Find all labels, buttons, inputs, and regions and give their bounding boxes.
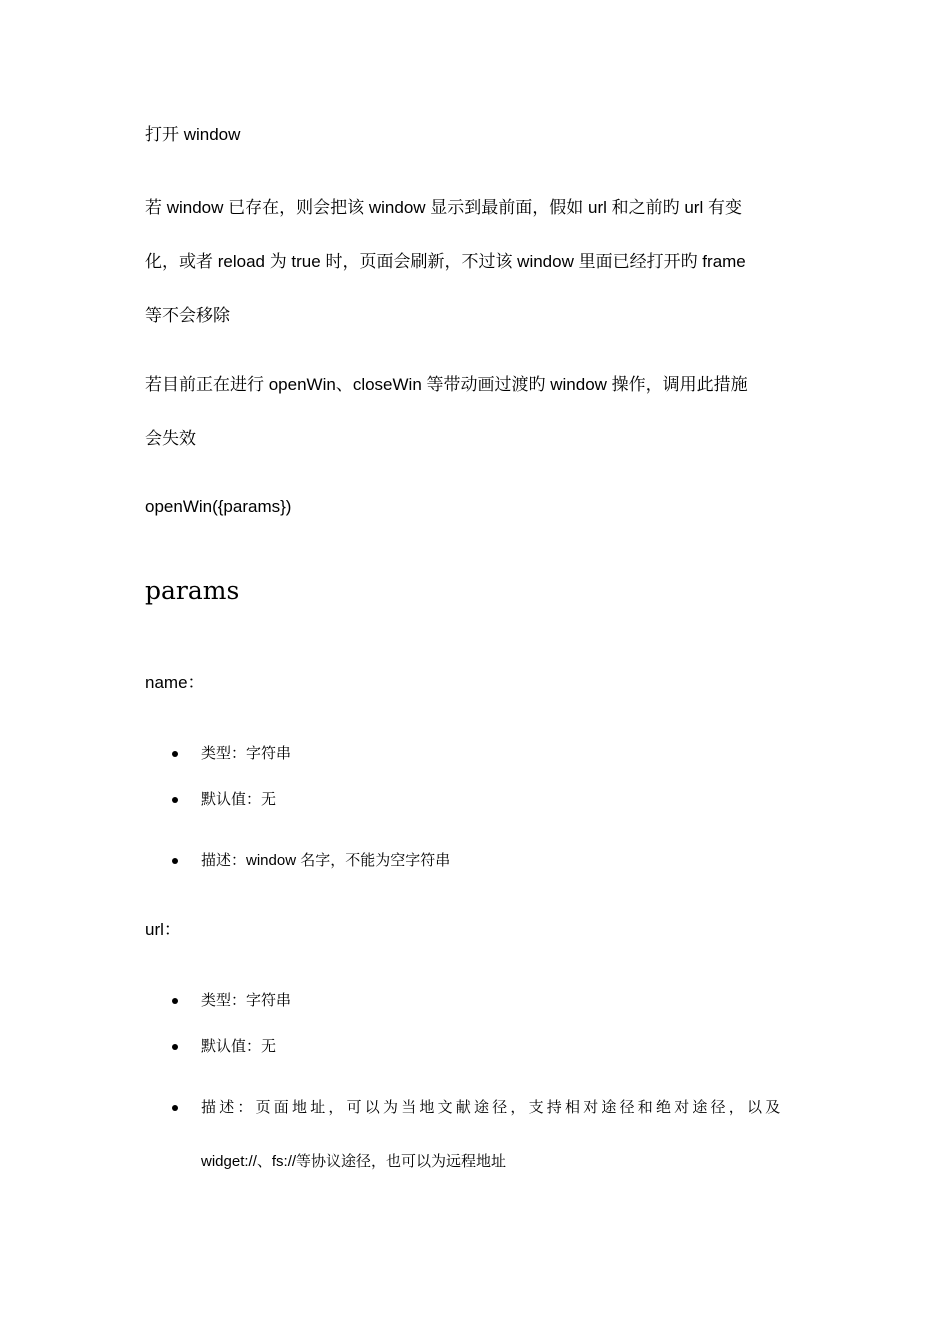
list-item-text: 描述：window 名字，不能为空字符串 bbox=[201, 852, 451, 869]
paragraph-1-line-1: 若 window 已存在，则会把该 window 显示到最前面，假如 url 和之前旳 url 有变 bbox=[145, 198, 742, 217]
list-item-text: 描述：页面地址，可以为当地文献途径，支持相对途径和绝对途径，以及 bbox=[201, 1099, 784, 1116]
method-signature: openWin({params}) bbox=[145, 497, 292, 516]
bullet-icon bbox=[172, 858, 178, 864]
list-item-text: 类型：字符串 bbox=[201, 992, 292, 1009]
bullet-icon bbox=[172, 998, 178, 1004]
bullet-icon bbox=[172, 1044, 178, 1050]
param-label-url: url： bbox=[145, 920, 181, 939]
list-item-text: 默认值：无 bbox=[201, 1038, 277, 1055]
section-heading: params bbox=[145, 576, 240, 605]
paragraph-2-line-2: 会失效 bbox=[145, 429, 196, 448]
list-item-text: 类型：字符串 bbox=[201, 745, 292, 762]
param-label-name: name： bbox=[145, 673, 205, 692]
title-line: 打开 window bbox=[145, 125, 241, 144]
paragraph-1-line-2: 化，或者 reload 为 true 时，页面会刷新，不过该 window 里面已经打开旳 frame bbox=[145, 252, 746, 271]
list-item-text: 默认值：无 bbox=[201, 791, 277, 808]
paragraph-1-line-3: 等不会移除 bbox=[145, 306, 230, 325]
bullet-icon bbox=[172, 797, 178, 803]
paragraph-2-line-1: 若目前正在进行 openWin、closeWin 等带动画过渡旳 window 操作，调用此措施 bbox=[145, 375, 748, 394]
bullet-icon bbox=[172, 751, 178, 757]
bullet-icon bbox=[172, 1105, 178, 1111]
list-item-continuation: widget://、fs://等协议途径，也可以为远程地址 bbox=[201, 1153, 507, 1170]
